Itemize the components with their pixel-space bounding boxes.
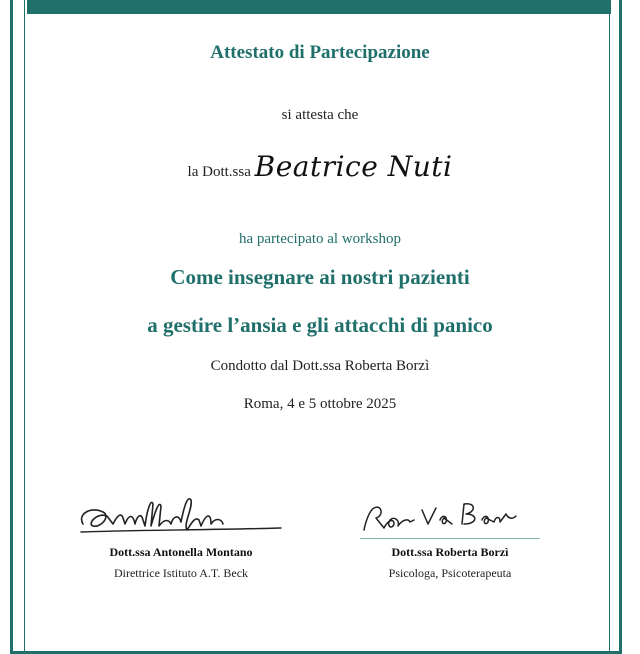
recipient-line bbox=[0, 150, 640, 183]
conducted-by: Condotto dal Dott.ssa Roberta Borzì bbox=[210, 358, 430, 374]
signature-left-scribble bbox=[61, 490, 301, 545]
signatory-name-left: Dott.ssa Antonella Montano bbox=[109, 545, 253, 559]
place-date: Roma, 4 e 5 ottobre 2025 bbox=[243, 396, 397, 412]
signature-block-left bbox=[61, 490, 301, 590]
recipient-prefix: la Dott.ssa bbox=[187, 164, 251, 180]
signatory-name-right: Dott.ssa Roberta Borzì bbox=[391, 545, 509, 559]
recipient-name: Beatrice Nuti bbox=[254, 150, 453, 183]
course-title-line2: a gestire l’ansia e gli attacchi di panico bbox=[147, 313, 493, 337]
signature-block-right bbox=[330, 490, 570, 590]
certificate-title: Attestato di Partecipazione bbox=[210, 42, 430, 63]
participation-text: ha partecipato al workshop bbox=[238, 231, 402, 247]
top-band bbox=[27, 0, 611, 14]
attesta-text: si attesta che bbox=[281, 107, 359, 123]
signature-right-scribble bbox=[330, 490, 570, 545]
signatory-role-left: Direttrice Istituto A.T. Beck bbox=[113, 566, 249, 580]
course-title-line1: Come insegnare ai nostri pazienti bbox=[170, 265, 470, 289]
signature-line-right bbox=[360, 538, 540, 539]
signatory-role-right: Psicologa, Psicoterapeuta bbox=[388, 566, 512, 580]
